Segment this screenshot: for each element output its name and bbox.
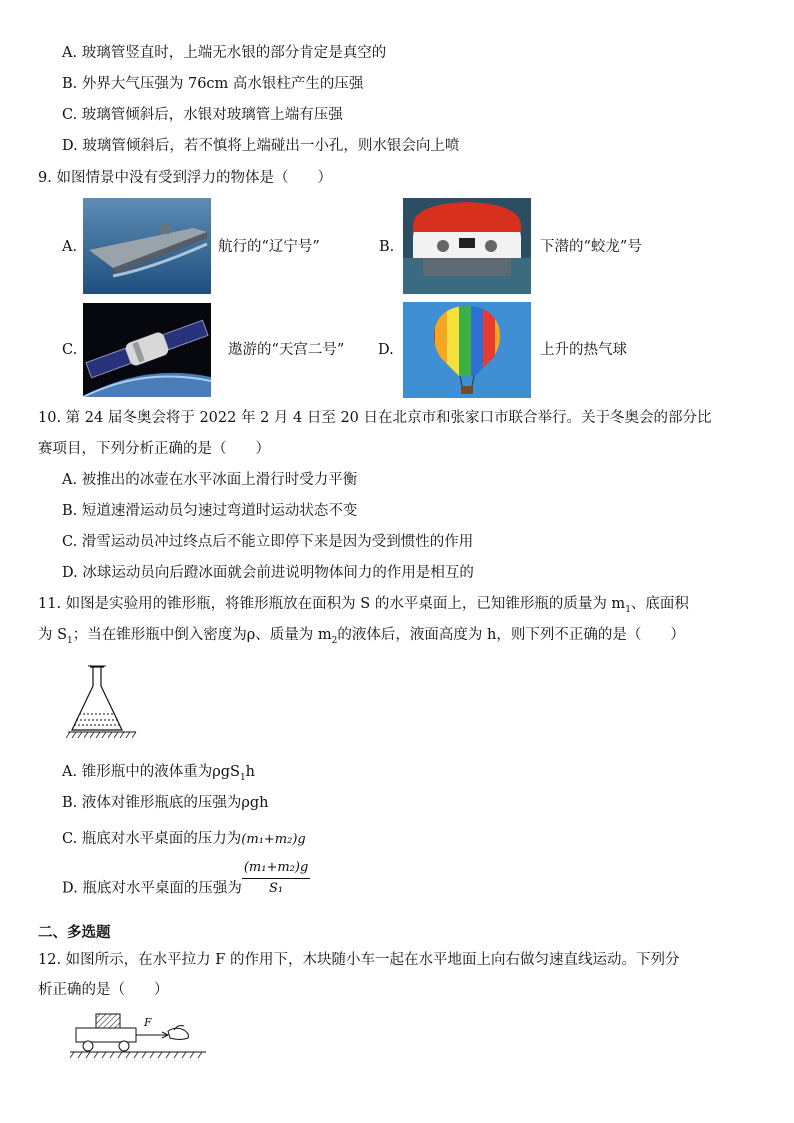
q10-option-c: C. 滑雪运动员冲过终点后不能立即停下来是因为受到惯性的作用	[62, 534, 474, 550]
q9-option-b-letter: B.	[379, 239, 395, 255]
q8-option-b: B. 外界大气压强为 76cm 高水银柱产生的压强	[62, 76, 364, 92]
q8-option-c: C. 玻璃管倾斜后，水银对玻璃管上端有压强	[62, 107, 343, 123]
q10-option-a: A. 被推出的冰壶在水平冰面上滑行时受力平衡	[62, 472, 358, 488]
section-multiple-choice-title: 二、多选题	[38, 924, 111, 941]
q9-stem: 9. 如图情景中没有受到浮力的物体是（ ）	[38, 170, 332, 186]
q12-stem-line2: 析正确的是（ ）	[38, 982, 169, 998]
q11-option-c: C. 瓶底对水平桌面的压力为(m₁+m₂)g	[62, 831, 306, 847]
cart-pull-diagram	[70, 1010, 210, 1062]
aircraft-carrier-image	[83, 198, 211, 294]
q11-stem-line2: 为 $S_1$；当在锥形瓶中倒入密度为ρ、质量为 $m_2$的液体后，液面高度为 h，则下列不正确的是（ ）	[38, 627, 685, 646]
q8-option-d: D. 玻璃管倾斜后，若不慎将上端碰出一小孔，则水银会向上喷	[62, 138, 460, 154]
q9-option-b-caption: 下潜的“蛟龙”号	[540, 239, 642, 255]
force-label: F	[144, 1016, 152, 1029]
hot-air-balloon-image	[403, 302, 531, 398]
q9-option-d-caption: 上升的热气球	[540, 342, 627, 358]
q10-stem-line2: 赛项目，下列分析正确的是（ ）	[38, 441, 270, 457]
submersible-image	[403, 198, 531, 294]
q12-stem-line1: 12. 如图所示，在水平拉力 F 的作用下，木块随小车一起在水平地面上向右做匀速直线运动。下列分	[38, 952, 680, 968]
q9-option-c-caption: 遨游的“天宫二号”	[228, 342, 345, 358]
q9-option-c-letter: C.	[62, 342, 78, 358]
q8-option-a: A. 玻璃管竖直时，上端无水银的部分肯定是真空的	[62, 45, 387, 61]
space-station-image	[83, 303, 211, 397]
q11-option-b: B. 液体对锥形瓶底的压强为ρgh	[62, 795, 269, 811]
q11-option-a: A. 锥形瓶中的液体重为ρgS$_1$h	[62, 764, 256, 783]
q11-option-d: D. 瓶底对水平桌面的压强为 $\frac{\text{(m₁+m₂)g}}{\text{S₁}}$	[62, 878, 310, 899]
conical-flask-diagram	[66, 662, 156, 742]
q9-option-a-letter: A.	[62, 239, 78, 255]
q11-stem-line1: 11. 如图是实验用的锥形瓶，将锥形瓶放在面积为 S 的水平桌面上，已知锥形瓶的质量为 $m_1$、底面积	[38, 596, 689, 615]
q9-option-d-letter: D.	[378, 342, 394, 358]
q11-option-d-fraction: $\frac{\text{(m₁+m₂)g}}{\text{S₁}}$	[243, 860, 309, 896]
q10-option-b: B. 短道速滑运动员匀速过弯道时运动状态不变	[62, 503, 358, 519]
q11-option-c-expression: (m₁+m₂)g	[241, 832, 306, 847]
q9-option-a-caption: 航行的“辽宁号”	[218, 239, 320, 255]
q10-option-d: D. 冰球运动员向后蹬冰面就会前进说明物体间力的作用是相互的	[62, 565, 474, 581]
q10-stem-line1: 10. 第 24 届冬奥会将于 2022 年 2 月 4 日至 20 日在北京市和张家口市联合举行。关于冬奥会的部分比	[38, 410, 712, 426]
